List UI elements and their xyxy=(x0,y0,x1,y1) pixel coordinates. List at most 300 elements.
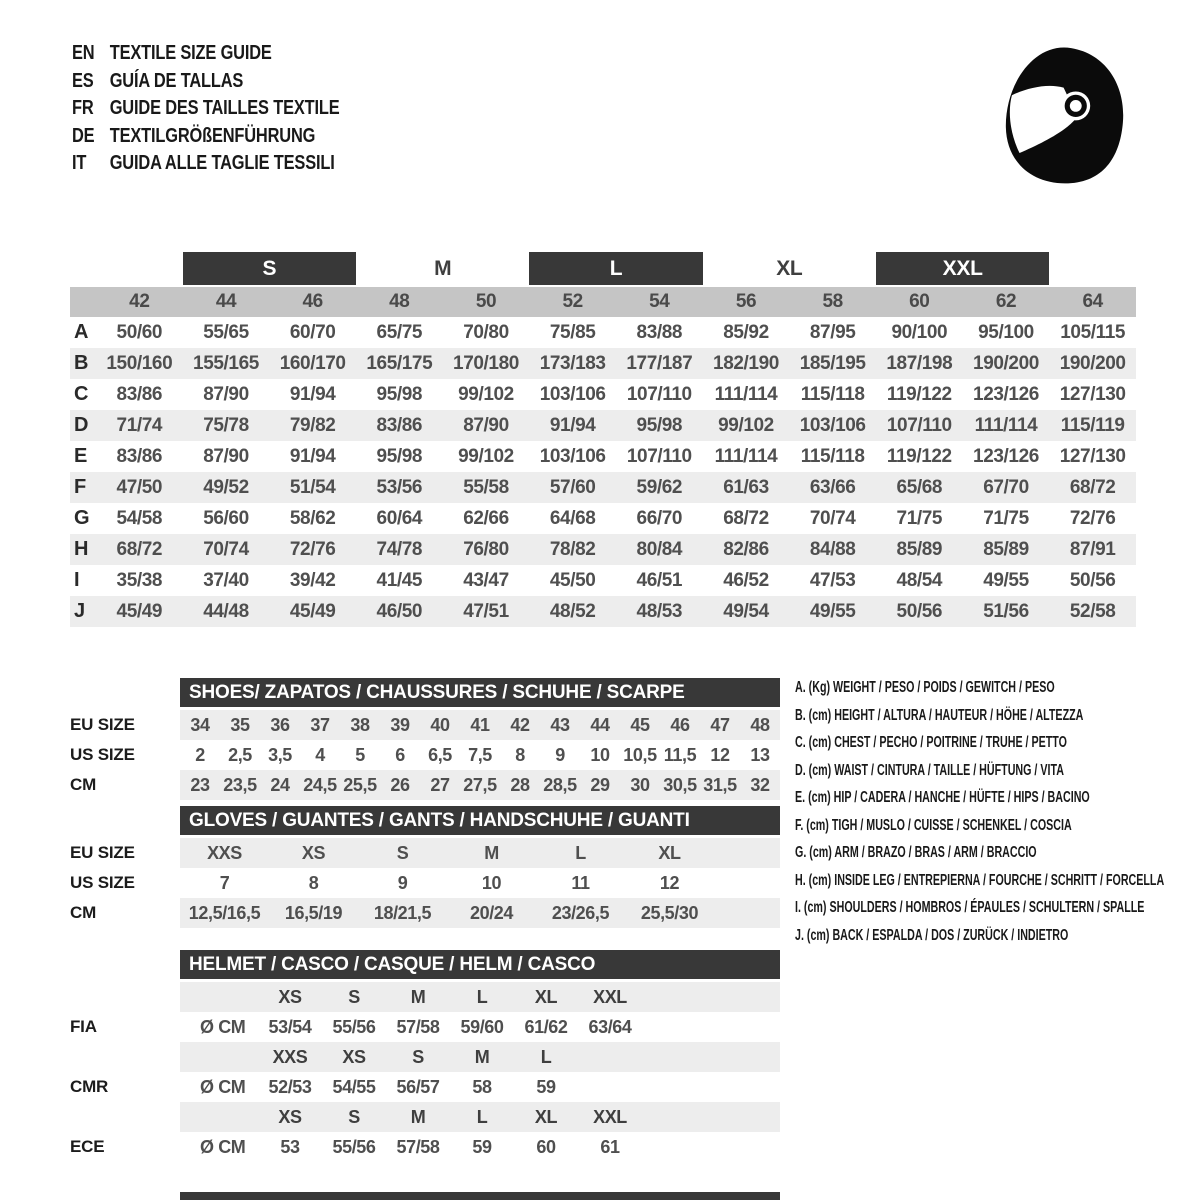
value-cell: 55/56 xyxy=(332,1137,376,1157)
table-row xyxy=(70,565,1136,596)
value-cell: 56/57 xyxy=(396,1077,440,1097)
value-cell: 52/53 xyxy=(268,1077,312,1097)
language-row xyxy=(72,40,339,68)
measurement-cell: 51/54 xyxy=(289,477,336,498)
legend-item: A. (Kg) WEIGHT / PESO / POIDS / GEWITCH / PESO xyxy=(795,679,1055,696)
measurement-cell: 87/90 xyxy=(203,384,249,405)
table-row xyxy=(70,534,1136,565)
measurement-cell: 45/50 xyxy=(549,570,596,591)
row-values xyxy=(180,740,780,770)
measurement-cell: 45/49 xyxy=(289,601,336,622)
value-cell: 59/60 xyxy=(460,1017,504,1037)
table-row xyxy=(70,710,780,740)
measurement-cell: 83/88 xyxy=(636,322,683,343)
measurement-cell: 155/165 xyxy=(193,353,259,374)
measurement-cell: 91/94 xyxy=(289,446,336,467)
helmet-size-cell: XL xyxy=(534,1107,558,1127)
value-cell: 43 xyxy=(550,715,570,735)
value-cell: 25,5/30 xyxy=(640,903,699,923)
language-code: IT xyxy=(72,152,87,174)
measurement-cell: 65/75 xyxy=(376,322,423,343)
helmet-size-cell: S xyxy=(412,1047,424,1067)
cropped-bottom-bar xyxy=(180,1192,780,1200)
row-letter: D xyxy=(74,414,89,436)
table-row xyxy=(70,503,1136,534)
measurement-cell: 82/86 xyxy=(723,539,769,560)
measurement-cell: 127/130 xyxy=(1059,384,1126,405)
measurement-cell: 83/86 xyxy=(376,415,423,436)
table-row xyxy=(70,740,780,770)
measurement-cell: 87/95 xyxy=(809,322,856,343)
value-cell: 6,5 xyxy=(428,745,452,765)
measurement-cell: 70/80 xyxy=(463,322,509,343)
table-row xyxy=(70,1132,780,1162)
measurement-cell: 49/52 xyxy=(203,477,249,498)
legend-item: I. (cm) SHOULDERS / HOMBROS / ÉPAULES / SCHULTERN / SPALLE xyxy=(795,899,1145,916)
size-number-cell: 56 xyxy=(735,291,757,312)
measurement-cell: 50/56 xyxy=(896,601,943,622)
measurement-cell: 160/170 xyxy=(279,353,346,374)
table-row xyxy=(70,1012,780,1042)
measurement-cell: 115/118 xyxy=(800,384,865,405)
measurement-cell: 49/55 xyxy=(983,570,1029,591)
value-cell: 40 xyxy=(430,715,450,735)
value-cell: 24,5 xyxy=(303,775,337,795)
size-number-cell: 46 xyxy=(302,291,323,312)
size-group-label: S xyxy=(183,252,356,285)
measurement-cell: 127/130 xyxy=(1059,446,1126,467)
measurement-cell: 60/70 xyxy=(289,322,336,343)
measurement-cell: 72/76 xyxy=(1069,508,1116,529)
measurement-cell: 39/42 xyxy=(289,570,336,591)
measurement-cell: 115/119 xyxy=(1060,415,1125,436)
measurement-cell: 46/52 xyxy=(723,570,769,591)
value-cell: 7 xyxy=(219,873,230,893)
size-number-cell: 64 xyxy=(1082,291,1103,312)
value-cell: 11,5 xyxy=(663,745,697,765)
measurement-cell: 173/183 xyxy=(539,353,606,374)
measurement-cell: 105/115 xyxy=(1060,322,1126,343)
language-label: GUIDA ALLE TAGLIE TESSILI xyxy=(109,152,335,174)
measurement-cell: 119/122 xyxy=(886,384,952,405)
table-row xyxy=(70,1072,780,1102)
helmet-size-cell: L xyxy=(540,1047,552,1067)
measurement-cell: 45/49 xyxy=(116,601,163,622)
helmet-size-cell: L xyxy=(476,987,488,1007)
size-group-label: M xyxy=(434,257,452,280)
measurement-cell: 71/74 xyxy=(116,415,163,436)
measurement-cell: 64/68 xyxy=(549,508,596,529)
standard-label: ECE xyxy=(70,1137,105,1156)
helmet-size-cell: XL xyxy=(534,987,558,1007)
measurement-cell: 107/110 xyxy=(886,415,952,436)
measurement-cell: 80/84 xyxy=(636,539,683,560)
value-cell: 48 xyxy=(750,715,770,735)
size-group-label: L xyxy=(529,252,702,285)
measurement-rows xyxy=(70,317,1136,627)
measurement-cell: 75/78 xyxy=(203,415,249,436)
row-label: CM xyxy=(70,903,97,922)
measurement-cell: 63/66 xyxy=(809,477,856,498)
table-row xyxy=(70,348,1136,379)
table-row xyxy=(70,770,780,800)
value-cell: 38 xyxy=(350,715,370,735)
size-group-label: XL xyxy=(776,257,803,280)
value-cell: 30 xyxy=(630,775,650,795)
measurement-cell: 37/40 xyxy=(203,570,249,591)
measurement-cell: 48/54 xyxy=(896,570,943,591)
value-cell: 26 xyxy=(390,775,410,795)
row-values xyxy=(180,1132,780,1162)
measurement-cell: 95/100 xyxy=(978,322,1034,343)
measurement-cell: 50/56 xyxy=(1069,570,1116,591)
measurement-cell: 83/86 xyxy=(116,384,163,405)
value-cell: S xyxy=(396,843,409,863)
value-cell: 8 xyxy=(308,873,319,893)
row-values xyxy=(180,868,780,898)
value-cell: 11 xyxy=(571,873,590,893)
language-code: FR xyxy=(72,97,94,119)
value-cell: 60 xyxy=(536,1137,556,1157)
value-cell: 45 xyxy=(630,715,650,735)
textile-size-table xyxy=(70,252,1136,627)
language-title-list xyxy=(72,40,339,178)
value-cell: 27,5 xyxy=(463,775,497,795)
measurement-cell: 56/60 xyxy=(203,508,249,529)
helmet-size-cell: XS xyxy=(278,987,302,1007)
value-cell: 16,5/19 xyxy=(284,903,343,923)
language-label: TEXTILGRÖßENFÜHRUNG xyxy=(109,124,316,147)
value-cell: 36 xyxy=(270,715,290,735)
value-cell: 63/64 xyxy=(588,1017,632,1037)
measurement-cell: 68/72 xyxy=(723,508,769,529)
size-number-cell: 52 xyxy=(562,291,583,312)
helmet-section-header: HELMET / CASCO / CASQUE / HELM / CASCO xyxy=(180,950,780,979)
unit-spacer-cell xyxy=(180,982,258,1012)
value-cell: 3,5 xyxy=(268,745,292,765)
measurement-cell: 111/114 xyxy=(714,384,778,405)
value-cell: 61/62 xyxy=(524,1017,568,1037)
measurement-cell: 190/200 xyxy=(1059,353,1126,374)
measurement-cell: 35/38 xyxy=(116,570,163,591)
measurement-cell: 185/195 xyxy=(799,353,866,374)
measurement-cell: 55/65 xyxy=(203,322,249,343)
measurement-cell: 95/98 xyxy=(376,446,423,467)
measurement-cell: 70/74 xyxy=(809,508,856,529)
size-number-cell: 48 xyxy=(389,291,410,312)
row-values xyxy=(180,710,780,740)
measurement-cell: 150/160 xyxy=(106,353,173,374)
measurement-cell: 54/58 xyxy=(116,508,163,529)
measurement-cell: 72/76 xyxy=(289,539,336,560)
measurement-cell: 48/52 xyxy=(549,601,596,622)
measurement-cell: 90/100 xyxy=(891,322,948,343)
size-number-cell: 44 xyxy=(215,291,237,312)
value-cell: 12,5/16,5 xyxy=(188,903,261,923)
legend-item: G. (cm) ARM / BRAZO / BRAS / ARM / BRACCIO xyxy=(795,844,1037,861)
measurement-cell: 66/70 xyxy=(636,508,683,529)
row-values xyxy=(180,838,780,868)
value-cell: 41 xyxy=(470,715,490,735)
gloves-section-header: GLOVES / GUANTES / GANTS / HANDSCHUHE / GUANTI xyxy=(180,806,780,835)
row-letter: A xyxy=(74,321,89,343)
value-cell: 47 xyxy=(710,715,730,735)
value-cell: 39 xyxy=(390,715,410,735)
value-cell: 6 xyxy=(395,745,405,765)
value-cell: 53 xyxy=(280,1137,300,1157)
measurement-cell: 91/94 xyxy=(549,415,596,436)
size-number-cell: 60 xyxy=(909,291,930,312)
table-row xyxy=(70,317,1136,348)
helmet-size-cell: XXL xyxy=(593,987,627,1007)
measurement-cell: 95/98 xyxy=(376,384,423,405)
value-cell: 18/21,5 xyxy=(373,903,432,923)
measurement-cell: 43/47 xyxy=(463,570,509,591)
value-cell: XXS xyxy=(207,843,242,863)
helmet-size-cell: XS xyxy=(278,1107,302,1127)
row-values xyxy=(180,1042,780,1072)
measurement-cell: 123/126 xyxy=(973,384,1039,405)
measurement-cell: 165/175 xyxy=(366,353,433,374)
value-cell: 4 xyxy=(315,745,325,765)
measurement-cell: 79/82 xyxy=(289,415,336,436)
value-cell: 59 xyxy=(472,1137,492,1157)
helmet-size-cell: M xyxy=(410,1107,426,1127)
measurement-legend xyxy=(795,674,1171,949)
row-values xyxy=(180,982,780,1012)
table-row xyxy=(70,379,1136,410)
row-values xyxy=(180,1012,780,1042)
size-number-cell: 58 xyxy=(822,291,843,312)
value-cell: 10 xyxy=(590,745,610,765)
row-letter: H xyxy=(74,538,89,560)
row-label: US SIZE xyxy=(70,745,135,764)
legend-item: C. (cm) CHEST / PECHO / POITRINE / TRUHE / PETTO xyxy=(795,734,1067,751)
measurement-cell: 47/51 xyxy=(463,601,509,622)
value-cell: 30,5 xyxy=(663,775,697,795)
value-cell: 23,5 xyxy=(223,775,257,795)
language-label: GUIDE DES TAILLES TEXTILE xyxy=(109,97,340,119)
value-cell: 57/58 xyxy=(396,1137,440,1157)
unit-spacer-cell xyxy=(180,1102,258,1132)
measurement-cell: 71/75 xyxy=(896,508,943,529)
helmet-size-cell: M xyxy=(474,1047,490,1067)
measurement-cell: 48/53 xyxy=(636,601,683,622)
value-cell: 8 xyxy=(515,745,525,765)
value-cell: 34 xyxy=(190,715,210,735)
table-row xyxy=(70,596,1136,627)
measurement-cell: 84/88 xyxy=(809,539,856,560)
measurement-cell: 44/48 xyxy=(203,601,249,622)
value-cell: 54/55 xyxy=(332,1077,376,1097)
measurement-cell: 49/55 xyxy=(809,601,856,622)
legend-item: D. (cm) WAIST / CINTURA / TAILLE / HÜFTUNG / VITA xyxy=(795,761,1064,779)
measurement-cell: 49/54 xyxy=(723,601,769,622)
measurement-cell: 47/50 xyxy=(116,477,163,498)
legend-item: B. (cm) HEIGHT / ALTURA / HAUTEUR / HÖHE / ALTEZZA xyxy=(795,706,1084,724)
standard-label: CMR xyxy=(70,1077,109,1096)
row-letter: G xyxy=(74,507,90,529)
value-cell: 31,5 xyxy=(703,775,737,795)
row-label: EU SIZE xyxy=(70,715,135,734)
measurement-cell: 50/60 xyxy=(116,322,163,343)
measurement-cell: 95/98 xyxy=(636,415,683,436)
value-cell: 27 xyxy=(430,775,450,795)
row-letter: C xyxy=(74,383,89,405)
value-cell: 53/54 xyxy=(268,1017,312,1037)
row-letter: E xyxy=(74,445,87,467)
measurement-cell: 103/106 xyxy=(539,384,606,405)
value-cell: 37 xyxy=(310,715,330,735)
measurement-cell: 46/50 xyxy=(376,601,423,622)
row-label xyxy=(70,1102,180,1132)
value-cell: 2,5 xyxy=(228,745,252,765)
value-cell: 7,5 xyxy=(468,745,492,765)
value-cell: 9 xyxy=(555,745,565,765)
language-row xyxy=(72,68,339,96)
measurement-cell: 99/102 xyxy=(458,384,514,405)
helmet-size-cell: L xyxy=(476,1107,488,1127)
legend-item: F. (cm) TIGH / MUSLO / CUISSE / SCHENKEL / COSCIA xyxy=(795,816,1072,834)
measurement-cell: 51/56 xyxy=(983,601,1029,622)
racing-helmet-icon xyxy=(980,36,1132,194)
row-letter: B xyxy=(74,352,89,374)
helmet-size-cell: XS xyxy=(342,1047,366,1067)
size-number-cell: 50 xyxy=(475,291,497,312)
size-number-cell: 62 xyxy=(995,291,1017,312)
table-row xyxy=(70,410,1136,441)
value-cell: 5 xyxy=(355,745,365,765)
measurement-cell: 190/200 xyxy=(973,353,1039,374)
helmet-size-cell: S xyxy=(348,1107,360,1127)
value-cell: 46 xyxy=(670,715,690,735)
helmet-size-cell: XXS xyxy=(272,1047,308,1067)
measurement-cell: 71/75 xyxy=(983,508,1029,529)
value-cell: 59 xyxy=(536,1077,556,1097)
language-code: EN xyxy=(72,42,95,64)
table-row xyxy=(70,982,780,1012)
measurement-cell: 60/64 xyxy=(376,508,423,529)
measurement-cell: 59/62 xyxy=(636,477,683,498)
value-cell: 44 xyxy=(590,715,610,735)
value-cell: L xyxy=(575,843,586,863)
measurement-cell: 55/58 xyxy=(463,477,509,498)
helmet-size-cell: XXL xyxy=(593,1107,627,1127)
value-cell: 12 xyxy=(659,873,680,893)
value-cell: 23 xyxy=(190,775,210,795)
row-values xyxy=(180,1102,780,1132)
measurement-cell: 75/85 xyxy=(549,322,596,343)
table-row xyxy=(70,472,1136,503)
measurement-cell: 123/126 xyxy=(973,446,1039,467)
measurement-cell: 91/94 xyxy=(289,384,336,405)
row-label: EU SIZE xyxy=(70,843,135,862)
measurement-cell: 68/72 xyxy=(116,539,163,560)
measurement-cell: 111/114 xyxy=(974,415,1038,436)
diameter-unit-label: Ø CM xyxy=(200,1137,246,1157)
measurement-cell: 85/92 xyxy=(723,322,769,343)
size-number-cell: 54 xyxy=(649,291,670,312)
measurement-cell: 67/70 xyxy=(983,477,1029,498)
measurement-cell: 76/80 xyxy=(463,539,509,560)
measurement-cell: 87/91 xyxy=(1069,539,1116,560)
measurement-cell: 103/106 xyxy=(799,415,866,436)
measurement-cell: 61/63 xyxy=(723,477,769,498)
row-letter: J xyxy=(74,600,85,622)
measurement-cell: 115/118 xyxy=(800,446,865,467)
measurement-cell: 65/68 xyxy=(896,477,943,498)
measurement-cell: 58/62 xyxy=(289,508,336,529)
row-letter: F xyxy=(74,476,86,498)
measurement-cell: 57/60 xyxy=(549,477,596,498)
measurement-cell: 85/89 xyxy=(983,539,1029,560)
row-values xyxy=(180,1072,780,1102)
value-cell: 29 xyxy=(590,775,610,795)
value-cell: 55/56 xyxy=(332,1017,376,1037)
table-row xyxy=(70,838,780,868)
legend-item: E. (cm) HIP / CADERA / HANCHE / HÜFTE / HIPS / BACINO xyxy=(795,789,1090,806)
value-cell: 23/26,5 xyxy=(551,903,610,923)
measurement-cell: 182/190 xyxy=(713,353,779,374)
legend-item: J. (cm) BACK / ESPALDA / DOS / ZURÜCK / INDIETRO xyxy=(795,926,1069,944)
size-number-cell: 42 xyxy=(129,291,150,312)
measurement-cell: 87/90 xyxy=(203,446,249,467)
value-cell: 10,5 xyxy=(623,745,657,765)
measurement-cell: 187/198 xyxy=(886,353,953,374)
measurement-cell: 78/82 xyxy=(549,539,596,560)
measurement-cell: 68/72 xyxy=(1069,477,1116,498)
table-row xyxy=(70,441,1136,472)
value-cell: 2 xyxy=(195,745,205,765)
helmet-size-cell: M xyxy=(410,987,426,1007)
value-cell: 25,5 xyxy=(343,775,377,795)
value-cell: 24 xyxy=(270,775,290,795)
table-row xyxy=(70,1102,780,1132)
diameter-unit-label: Ø CM xyxy=(200,1077,246,1097)
measurement-cell: 111/114 xyxy=(714,446,778,467)
measurement-cell: 52/58 xyxy=(1069,601,1116,622)
empty-corner-cell xyxy=(70,287,96,317)
measurement-cell: 99/102 xyxy=(458,446,514,467)
value-cell: XS xyxy=(301,843,326,863)
row-values xyxy=(180,898,780,928)
row-letter: I xyxy=(74,569,80,591)
measurement-cell: 85/89 xyxy=(896,539,943,560)
measurement-cell: 103/106 xyxy=(539,446,606,467)
measurement-cell: 107/110 xyxy=(626,446,692,467)
row-label xyxy=(70,1042,180,1072)
value-cell: 20/24 xyxy=(469,903,514,923)
value-cell: 12 xyxy=(710,745,730,765)
size-group-header-row xyxy=(70,252,1136,285)
value-cell: 57/58 xyxy=(396,1017,440,1037)
measurement-cell: 53/56 xyxy=(376,477,423,498)
value-cell: 9 xyxy=(397,873,408,893)
numeric-size-row xyxy=(70,287,1136,317)
language-code: DE xyxy=(72,124,95,147)
language-label: GUÍA DE TALLAS xyxy=(109,69,244,92)
language-row xyxy=(72,95,339,123)
language-row xyxy=(72,123,339,151)
measurement-cell: 41/45 xyxy=(376,570,423,591)
value-cell: 28,5 xyxy=(543,775,577,795)
measurement-cell: 62/66 xyxy=(463,508,509,529)
legend-item: H. (cm) INSIDE LEG / ENTREPIERNA / FOURCHE / SCHRITT / FORCELLA xyxy=(795,871,1165,889)
value-cell: M xyxy=(484,843,499,863)
value-cell: 35 xyxy=(230,715,250,735)
value-cell: 61 xyxy=(600,1137,620,1157)
value-cell: XL xyxy=(658,843,681,863)
